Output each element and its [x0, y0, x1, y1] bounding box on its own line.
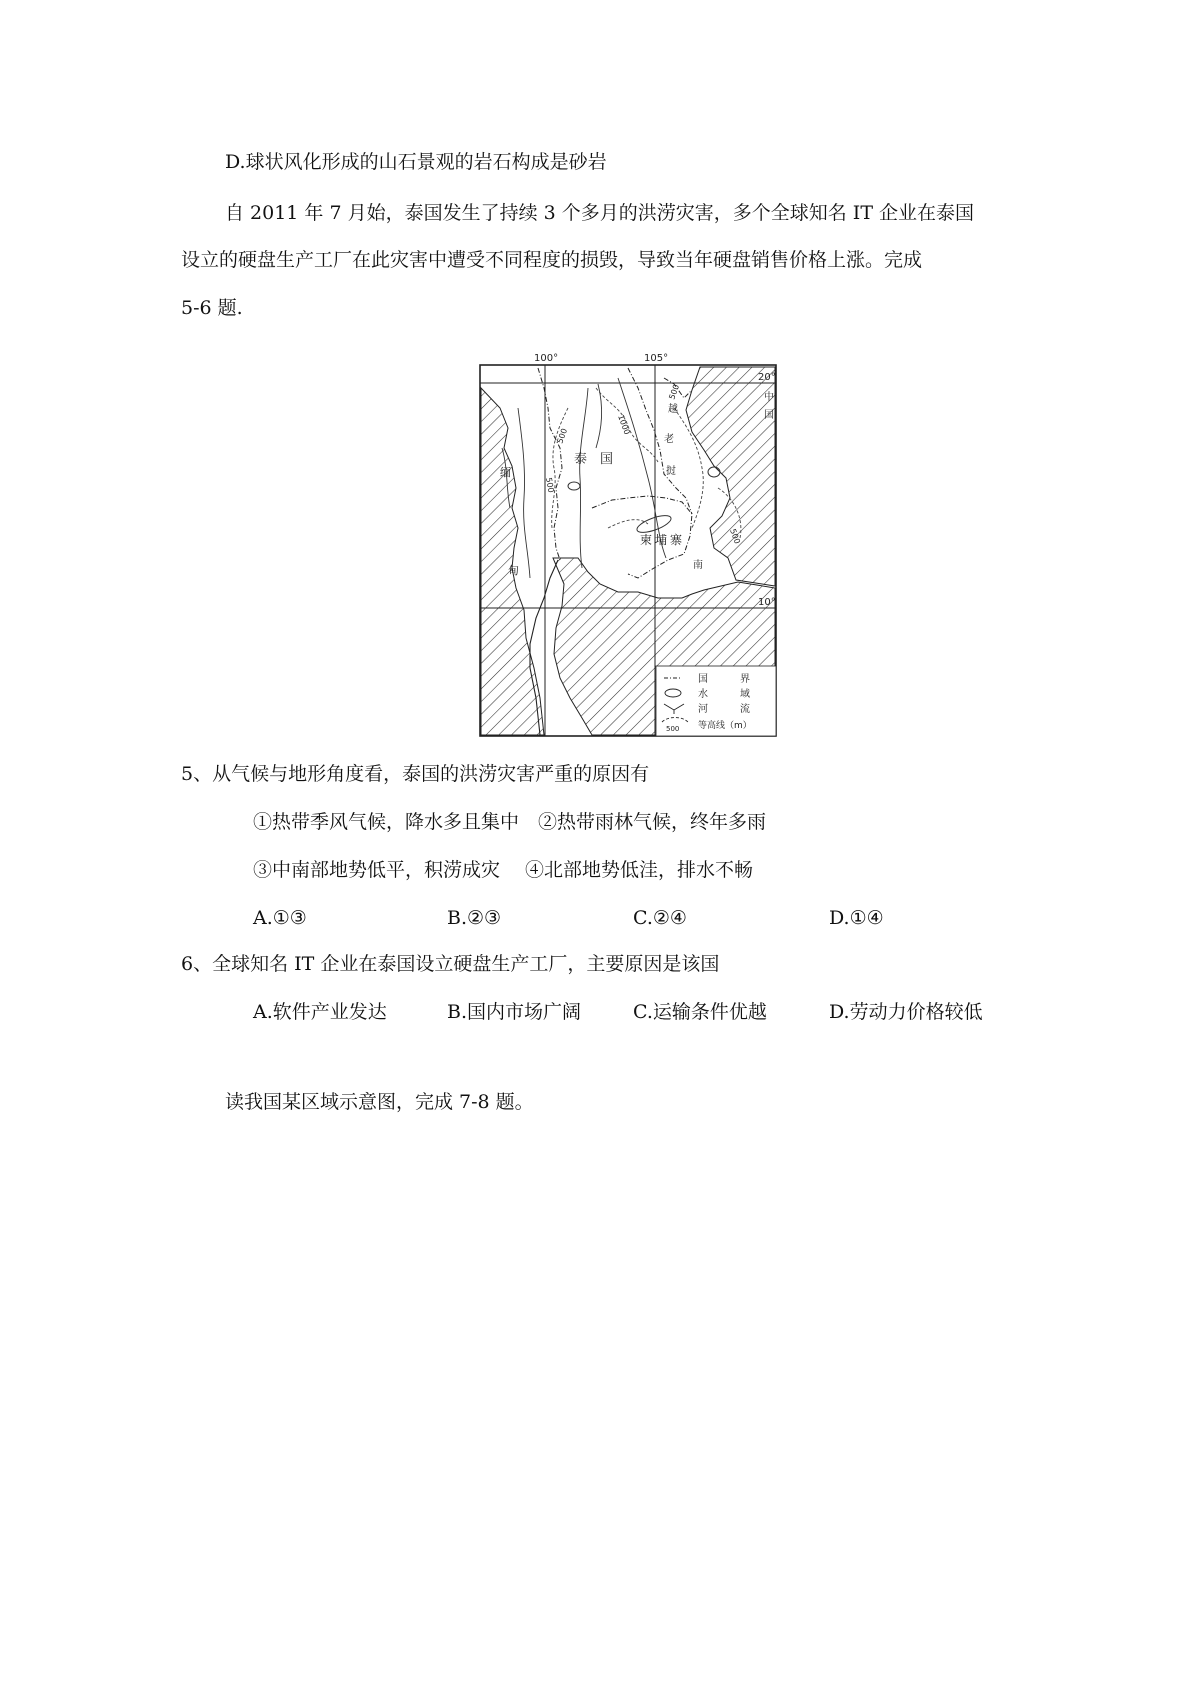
- contour-label-500-west: 500: [555, 427, 570, 445]
- passage-line-1: 自 2011 年 7 月始，泰国发生了持续 3 个多月的洪涝灾害，多个全球知名 IT 企业在泰国: [225, 202, 975, 224]
- lat-label-10: 10°: [758, 597, 776, 608]
- country-label-china-2: 国: [764, 410, 774, 421]
- question-6-option-a: A.软件产业发达: [253, 1001, 387, 1023]
- country-label-thailand-1: 泰: [574, 452, 588, 467]
- legend-border-label-1: 国: [698, 674, 708, 685]
- country-label-china-1: 中: [764, 392, 774, 403]
- passage-line-2: 设立的硬盘生产工厂在此灾害中遭受不同程度的损毁，导致当年硬盘销售价格上涨。完成: [181, 249, 923, 271]
- country-label-vietnam-2: 南: [693, 560, 703, 571]
- question-5-option-c: C.②④: [633, 907, 687, 929]
- legend-river-label-2: 流: [740, 704, 750, 715]
- lon-label-100: 100°: [534, 353, 559, 364]
- country-label-thailand-2: 国: [600, 452, 614, 467]
- passage-line-3: 5-6 题.: [181, 297, 243, 319]
- legend-border-label-2: 界: [740, 674, 750, 685]
- legend-river-label-1: 河: [698, 704, 708, 715]
- contour-label-500-north: 500: [667, 383, 682, 401]
- question-6-option-c: C.运输条件优越: [633, 1001, 767, 1023]
- country-label-laos-1: 老: [664, 434, 674, 445]
- country-label-vietnam-1: 越: [668, 404, 678, 415]
- thailand-map: [478, 348, 778, 738]
- question-5-statements-2: ③中南部地势低平，积涝成灾 ④北部地势低洼，排水不畅: [253, 859, 754, 881]
- country-label-cambodia-3: 寨: [670, 533, 683, 547]
- legend-contour-value: 500: [666, 725, 680, 733]
- contour-label-500-east: 500: [728, 527, 742, 546]
- previous-option-d: D.球状风化形成的山石景观的岩石构成是砂岩: [225, 151, 607, 173]
- question-5: 5、从气候与地形角度看，泰国的洪涝灾害严重的原因有: [181, 763, 650, 785]
- country-label-laos-2: 挝: [666, 466, 676, 477]
- contour-label-1000: 1000: [616, 413, 632, 436]
- legend-water-label-1: 水: [698, 689, 708, 700]
- contour-label-500-myanmar: 500: [544, 476, 556, 494]
- country-label-cambodia-2: 埔: [655, 533, 668, 547]
- legend-water-label-2: 域: [740, 689, 750, 700]
- question-5-option-a: A.①③: [253, 907, 307, 929]
- country-label-cambodia-1: 柬: [640, 533, 653, 547]
- country-label-myanmar-2: 甸: [508, 564, 519, 577]
- lat-label-20: 20°: [758, 372, 776, 383]
- question-6-option-b: B.国内市场广阔: [447, 1001, 582, 1023]
- lon-label-105: 105°: [644, 353, 669, 364]
- question-5-option-d: D.①④: [829, 907, 884, 929]
- map-legend: [656, 666, 776, 736]
- question-5-statements-1: ①热带季风气候，降水多且集中 ②热带雨林气候，终年多雨: [253, 811, 767, 833]
- question-5-option-b: B.②③: [447, 907, 502, 929]
- questions-7-8-intro: 读我国某区域示意图，完成 7-8 题。: [225, 1091, 534, 1113]
- legend-contour-label: 等高线（m）: [698, 721, 752, 731]
- question-6-option-d: D.劳动力价格较低: [829, 1001, 983, 1023]
- question-6: 6、全球知名 IT 企业在泰国设立硬盘生产工厂，主要原因是该国: [181, 953, 720, 975]
- country-label-myanmar-1: 缅: [500, 466, 511, 479]
